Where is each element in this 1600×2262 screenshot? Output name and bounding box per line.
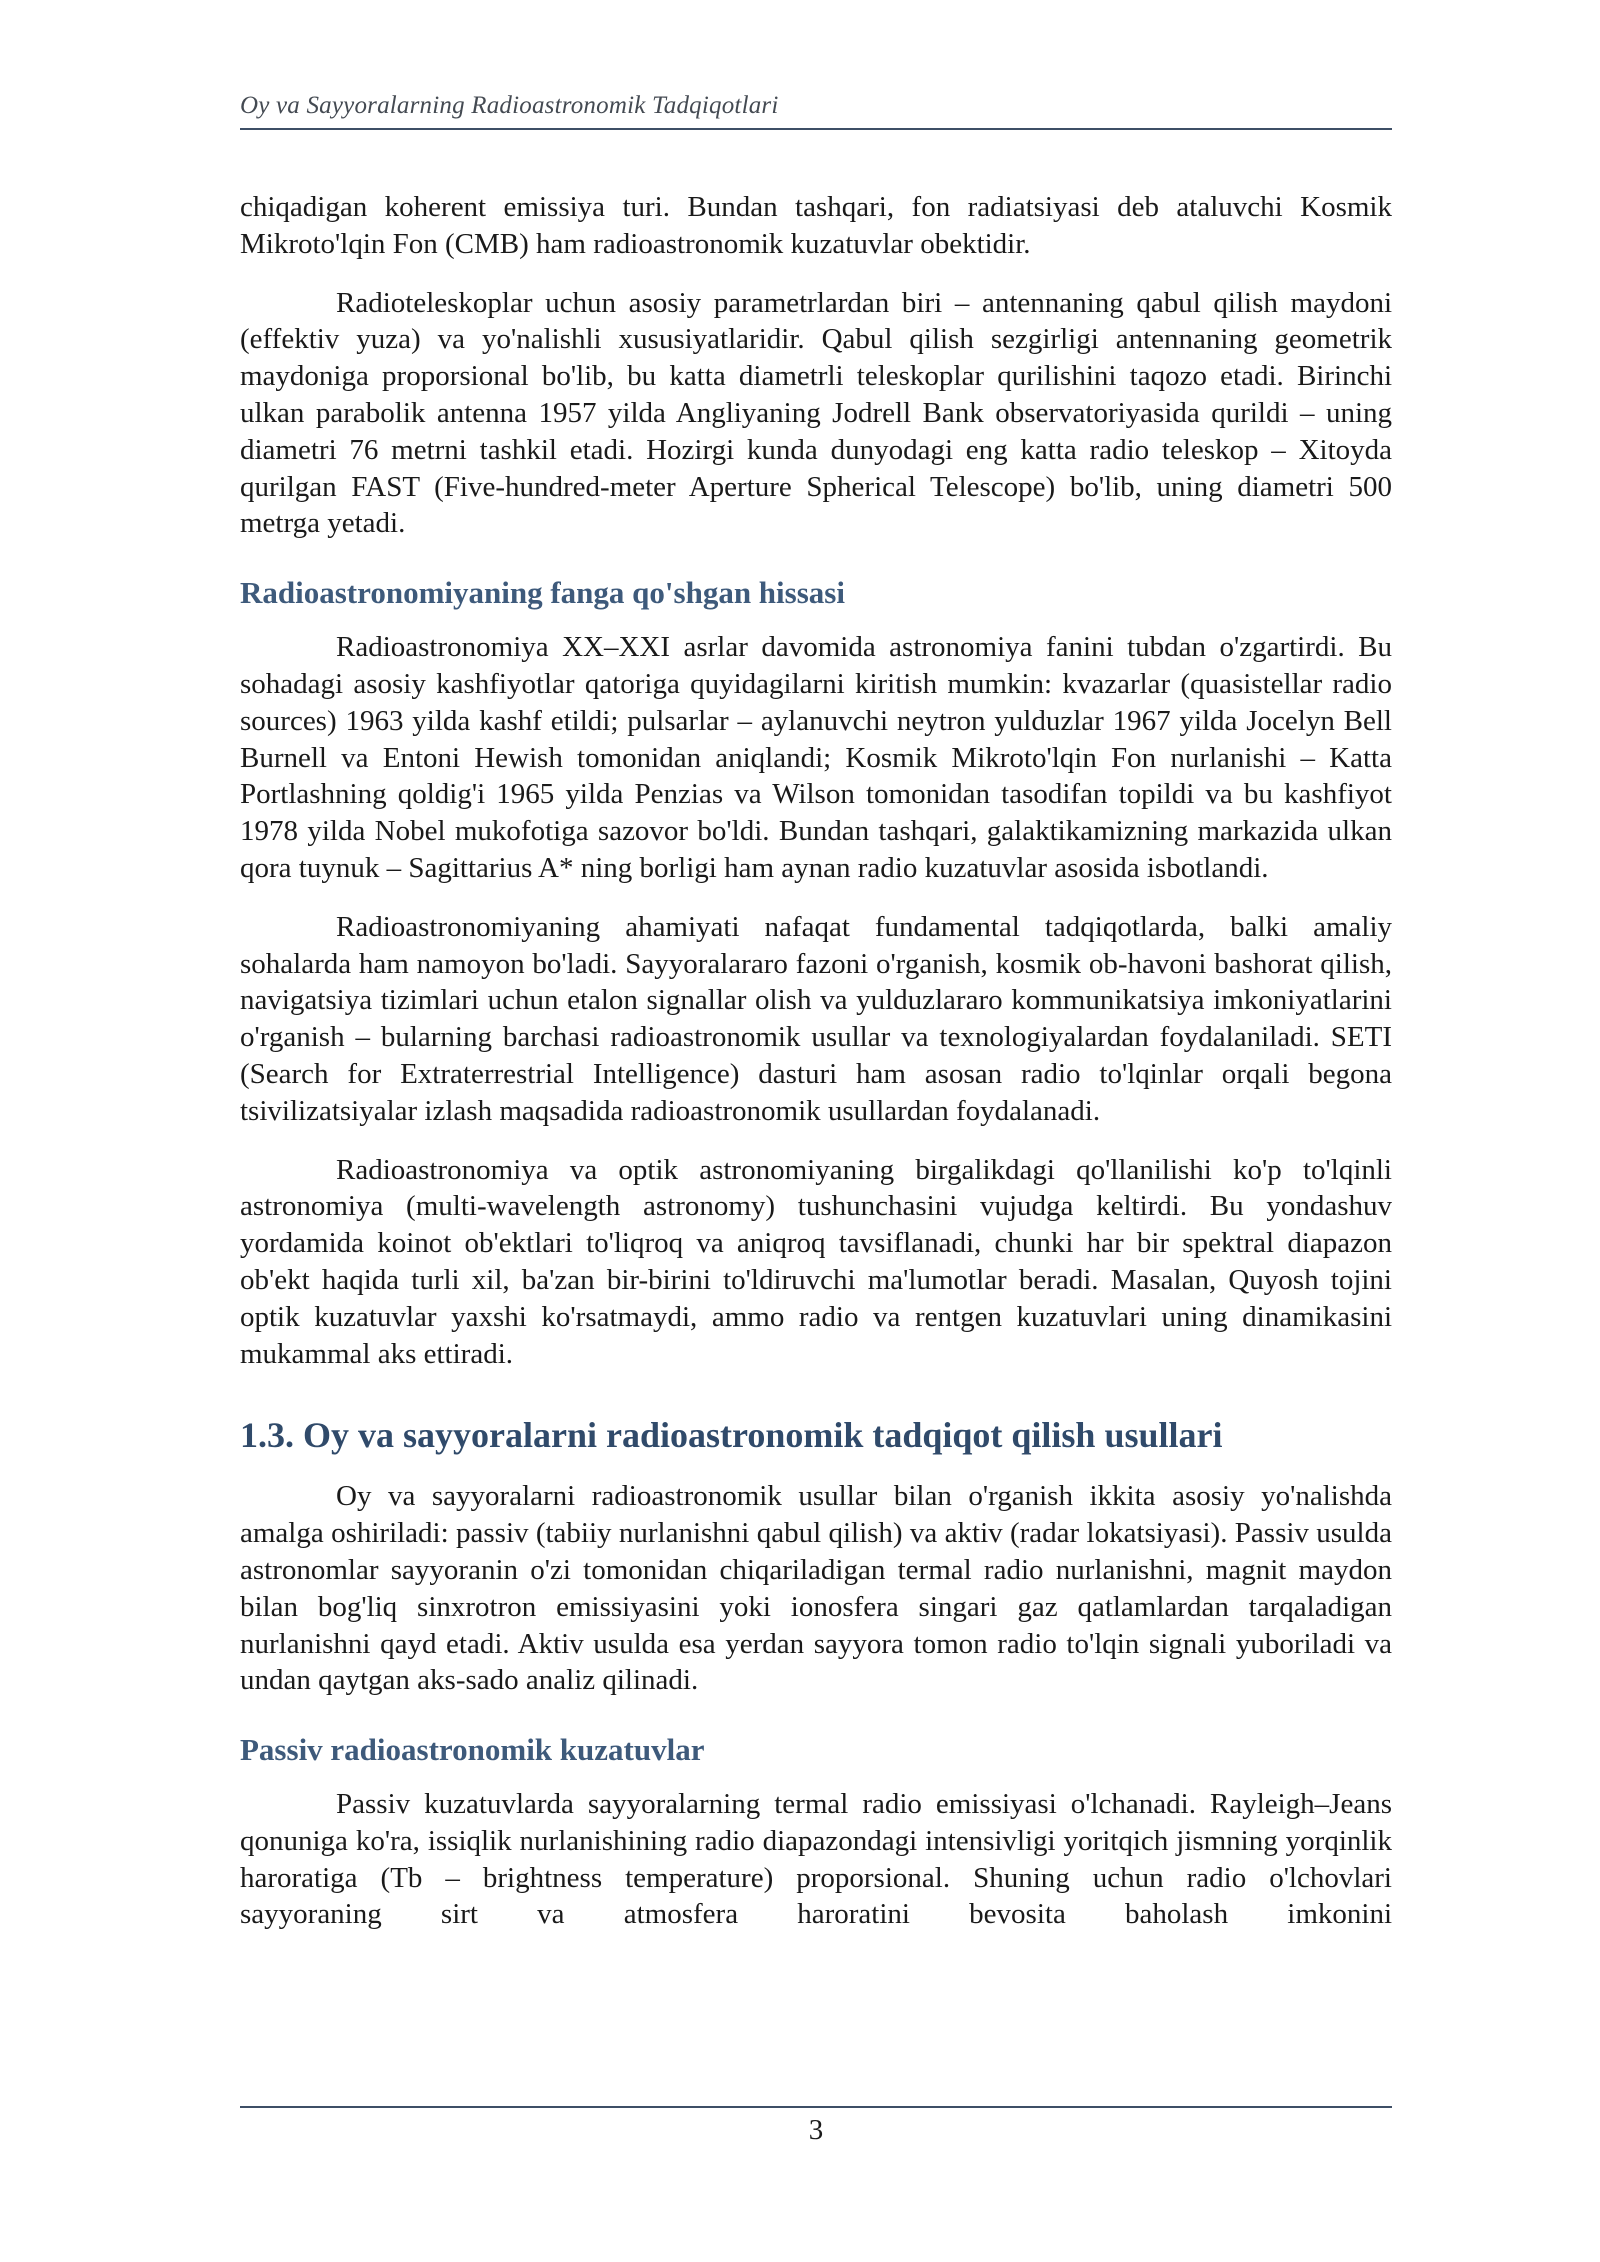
page-content <box>240 189 1392 1933</box>
subheading-contribution: Radioastronomiyaning fanga qo'shgan hissasi <box>240 575 845 611</box>
footer-divider <box>240 2106 1392 2108</box>
paragraph-applied-importance: Radioastronomiyaning ahamiyati nafaqat fundamental tadqiqotlarda, balki amaliy sohalarda ham namoyon bo'ladi. Sayyoralararo fazoni o'rganish, kosmik ob-havoni bashorat qilish, navigatsiya tizimlari uchun etalon signallar olish va yulduzlararo kommunikatsiya imkoniyatlarini o'rganish – bularning barchasi radioastronomik usullar va texnologiyalardan foydalaniladi. SETI (Search for Extraterrestrial Intelligence) dasturi ham asosan radio to'lqinlar orqali begona tsivilizatsiyalar izlash maqsadida radioastronomik usullardan foydalanadi. <box>240 910 1392 1127</box>
paragraph-multiwavelength: Radioastronomiya va optik astronomiyaning birgalikdagi qo'llanilishi ko'p to'lqinli astronomiya (multi-wavelength astronomy) tushunchasini vujudga keltirdi. Bu yondashuv yordamida koinot ob'ektlari to'liqroq va aniqroq tavsiflanadi, chunki har bir spektral diapazon ob'ekt haqida turli xil, ba'zan bir-birini to'ldiruvchi ma'lumotlar beradi. Masalan, Quyosh tojini optik kuzatuvlar yaxshi ko'rsatmaydi, ammo radio va rentgen kuzatuvlari uning dinamikasini mukammal aks ettiradi. <box>240 1153 1392 1370</box>
paragraph-continued: chiqadigan koherent emissiya turi. Bundan tashqari, fon radiatsiyasi deb ataluvchi Kosmik Mikroto'lqin Fon (CMB) ham radioastronomik kuzatuvlar obektidir. <box>240 191 1392 260</box>
subheading-passive-observations: Passiv radioastronomik kuzatuvlar <box>240 1732 705 1768</box>
header-divider <box>240 128 1392 130</box>
document-page <box>240 0 1392 2262</box>
paragraph-passive-observations: Passiv kuzatuvlarda sayyoralarning termal radio emissiyasi o'lchanadi. Rayleigh–Jeans qonuniga ko'ra, issiqlik nurlanishining radio diapazondagi intensivligi yoritqich jismning yorqinlik haroratiga (Tb – brightness temperature) proporsional. Shuning uchun radio o'lchovlari sayyoraning sirt va atmosfera haroratini bevosita baholash imkonini <box>240 1788 1392 1931</box>
paragraph-methods: Oy va sayyoralarni radioastronomik usullar bilan o'rganish ikkita asosiy yo'nalishda amalga oshiriladi: passiv (tabiiy nurlanishni qabul qilish) va aktiv (radar lokatsiyasi). Passiv usulda astronomlar sayyoranin o'zi tomonidan chiqariladigan termal radio nurlanishni, magnit maydon bilan bog'liq sinxrotron emissiyasini yoki ionosfera singari gaz qatlamlardan tarqaladigan nurlanishni qayd etadi. Aktiv usulda esa yerdan sayyora tomon radio to'lqin signali yuboriladi va undan qaytgan aks-sado analiz qilinadi. <box>240 1480 1392 1697</box>
section-heading: 1.3. Oy va sayyoralarni radioastronomik tadqiqot qilish usullari <box>240 1415 1223 1456</box>
running-header: Oy va Sayyoralarning Radioastronomik Tadqiqotlari <box>240 92 779 119</box>
page-number: 3 <box>808 2114 824 2146</box>
paragraph-discoveries: Radioastronomiya XX–XXI asrlar davomida astronomiya fanini tubdan o'zgartirdi. Bu sohadagi asosiy kashfiyotlar qatoriga quyidagilarni kiritish mumkin: kvazarlar (quasistellar radio sources) 1963 yilda kashf etildi; pulsarlar – aylanuvchi neytron yulduzlar 1967 yilda Jocelyn Bell Burnell va Entoni Hewish tomonidan aniqlandi; Kosmik Mikroto'lqin Fon nurlanishi – Katta Portlashning qoldig'i 1965 yilda Penzias va Wilson tomonidan tasodifan topildi va bu kashfiyot 1978 yilda Nobel mukofotiga sazovor bo'ldi. Bundan tashqari, galaktikamizning markazida ulkan qora tuynuk – Sagittarius A* ning borligi ham aynan radio kuzatuvlar asosida isbotlandi. <box>240 631 1392 884</box>
paragraph-radiotelescope-parameters: Radioteleskoplar uchun asosiy parametrlardan biri – antennaning qabul qilish maydoni (effektiv yuza) va yo'nalishli xususiyatlaridir. Qabul qilish sezgirligi antennaning geometrik maydoniga proporsional bo'lib, bu katta diametrli teleskoplar qurilishini taqozo etadi. Birinchi ulkan parabolik antenna 1957 yilda Angliyaning Jodrell Bank observatoriyasida qurildi – uning diametri 76 metrni tashkil etadi. Hozirgi kunda dunyodagi eng katta radio teleskop – Xitoyda qurilgan FAST (Five-hundred-meter Aperture Spherical Telescope) bo'lib, uning diametri 500 metrga yetadi. <box>240 286 1392 540</box>
